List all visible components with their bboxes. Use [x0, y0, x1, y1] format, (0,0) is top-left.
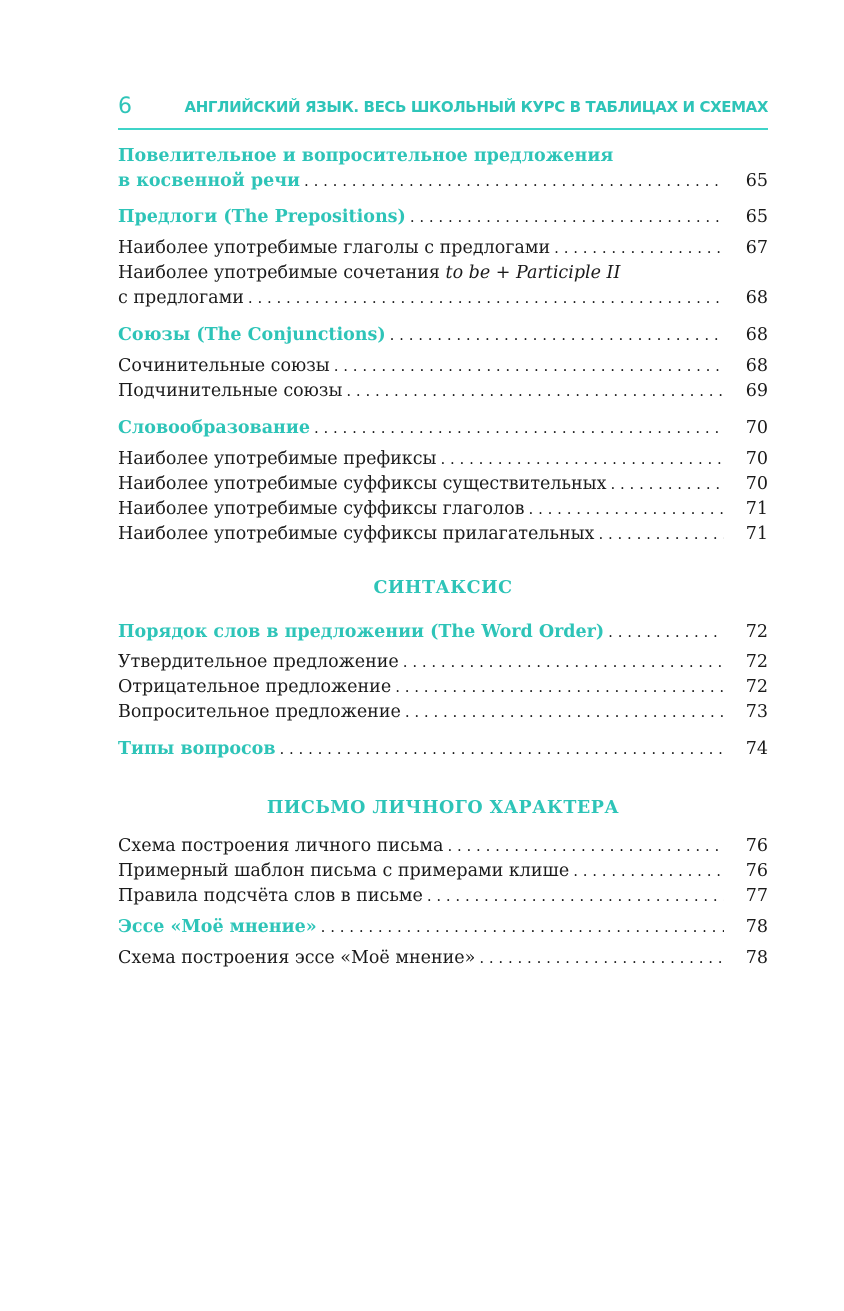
toc-entry-heading[interactable]: [118, 144, 768, 168]
toc-entry-text: Примерный шаблон письма с примерами клише: [118, 861, 570, 881]
toc-page-number: 76: [745, 836, 768, 856]
toc-page-number: 72: [745, 652, 768, 672]
toc-entry[interactable]: [118, 675, 768, 699]
toc-entry[interactable]: [118, 884, 768, 908]
toc-page-number: 71: [745, 524, 768, 544]
toc-entry-text: в косвенной речи: [118, 171, 301, 191]
dot-leader: [440, 447, 724, 471]
dot-leader: [608, 620, 724, 644]
toc-entry[interactable]: [118, 205, 768, 229]
toc-entry-text: Типы вопросов: [118, 739, 276, 759]
toc-entry-text: Предлоги (The Prepositions): [118, 207, 406, 227]
dot-leader: [410, 205, 724, 229]
toc-entry-text: Союзы (The Conjunctions): [118, 325, 386, 345]
toc-entry-text: Наиболее употребимые глаголы с предлогами: [118, 238, 551, 258]
toc-page-number: 70: [745, 449, 768, 469]
dot-leader: [314, 416, 724, 440]
section-heading-syntax: СИНТАКСИС: [373, 578, 513, 598]
toc-entry-text: Эссе «Моё мнение»: [118, 917, 317, 937]
toc-page-number: 71: [745, 499, 768, 519]
toc-entry[interactable]: [118, 915, 768, 939]
toc-entry-text: Порядок слов в предложении (The Word Order): [118, 622, 605, 642]
toc-entry-text: Отрицательное предложение: [118, 677, 392, 697]
dot-leader: [610, 472, 724, 496]
toc-entry[interactable]: [118, 834, 768, 858]
toc-entry-text: Утвердительное предложение: [118, 652, 399, 672]
toc-entry-heading[interactable]: [118, 261, 768, 285]
toc-entry[interactable]: [118, 859, 768, 883]
toc-entry-text-italic: to be + Participle II: [445, 263, 621, 283]
dot-leader: [304, 169, 724, 193]
toc-entry-text: Наиболее употребимые префиксы: [118, 449, 437, 469]
dot-leader: [390, 323, 724, 347]
dot-leader: [479, 946, 724, 970]
dot-leader: [405, 700, 724, 724]
toc-entry[interactable]: [118, 447, 768, 471]
toc-page-number: 69: [745, 381, 768, 401]
dot-leader: [447, 834, 724, 858]
dot-leader: [395, 675, 724, 699]
toc-entry[interactable]: [118, 497, 768, 521]
section-heading-letter: ПИСЬМО ЛИЧНОГО ХАРАКТЕРА: [266, 798, 620, 818]
toc-entry[interactable]: [118, 169, 768, 193]
toc-page-number: 72: [745, 622, 768, 642]
toc-entry[interactable]: [118, 737, 768, 761]
toc-page-number: 68: [745, 288, 768, 308]
dot-leader: [346, 379, 724, 403]
toc-page-number: 73: [745, 702, 768, 722]
toc-entry[interactable]: [118, 472, 768, 496]
toc-entry[interactable]: [118, 236, 768, 260]
page-number: 6: [118, 94, 132, 119]
toc-entry[interactable]: [118, 620, 768, 644]
toc-entry-text: Вопросительное предложение: [118, 702, 401, 722]
dot-leader: [427, 884, 724, 908]
toc-page-number: 67: [745, 238, 768, 258]
toc-entry[interactable]: [118, 650, 768, 674]
toc-page-number: 77: [745, 886, 768, 906]
dot-leader: [529, 497, 724, 521]
toc-entry[interactable]: [118, 354, 768, 378]
toc-page-number: 72: [745, 677, 768, 697]
toc-page-number: 65: [745, 207, 768, 227]
dot-leader: [573, 859, 724, 883]
toc-entry-text: Схема построения эссе «Моё мнение»: [118, 948, 476, 968]
toc-entry-text: Наиболее употребимые сочетания: [118, 263, 446, 283]
toc-page-number: 70: [745, 418, 768, 438]
toc-entry-text: Правила подсчёта слов в письме: [118, 886, 423, 906]
dot-leader: [403, 650, 724, 674]
dot-leader: [598, 522, 724, 546]
running-title: АНГЛИЙСКИЙ ЯЗЫК. ВЕСЬ ШКОЛЬНЫЙ КУРС В ТАБЛИЦАХ И СХЕМАХ: [184, 98, 768, 116]
toc-entry-text: Словообразование: [118, 418, 310, 438]
toc-entry-text: Наиболее употребимые суффиксы прилагательных: [118, 524, 595, 544]
toc-entry-text: Наиболее употребимые суффиксы глаголов: [118, 499, 525, 519]
toc-entry[interactable]: [118, 522, 768, 546]
toc-entry-text: Сочинительные союзы: [118, 356, 330, 376]
toc-entry[interactable]: [118, 379, 768, 403]
toc-page-number: 78: [745, 917, 768, 937]
toc-page-number: 68: [745, 356, 768, 376]
toc-page-number: 78: [745, 948, 768, 968]
toc-entry-text: Наиболее употребимые суффиксы существительных: [118, 474, 607, 494]
toc-page-number: 74: [745, 739, 768, 759]
toc-entry-text: Подчинительные союзы: [118, 381, 343, 401]
dot-leader: [554, 236, 724, 260]
dot-leader: [279, 737, 724, 761]
toc-entry[interactable]: [118, 700, 768, 724]
dot-leader: [248, 286, 724, 310]
toc-page-number: 68: [745, 325, 768, 345]
dot-leader: [334, 354, 724, 378]
toc-entry[interactable]: [118, 416, 768, 440]
table-of-contents: [118, 0, 768, 1311]
toc-page-number: 76: [745, 861, 768, 881]
toc-entry[interactable]: [118, 286, 768, 310]
toc-page-number: 65: [745, 171, 768, 191]
toc-entry-text: Схема построения личного письма: [118, 836, 444, 856]
dot-leader: [321, 915, 724, 939]
toc-entry-text: с предлогами: [118, 288, 244, 308]
toc-entry[interactable]: [118, 946, 768, 970]
toc-entry[interactable]: [118, 323, 768, 347]
toc-entry-text: Повелительное и вопросительное предложения: [118, 146, 614, 166]
toc-page-number: 70: [745, 474, 768, 494]
